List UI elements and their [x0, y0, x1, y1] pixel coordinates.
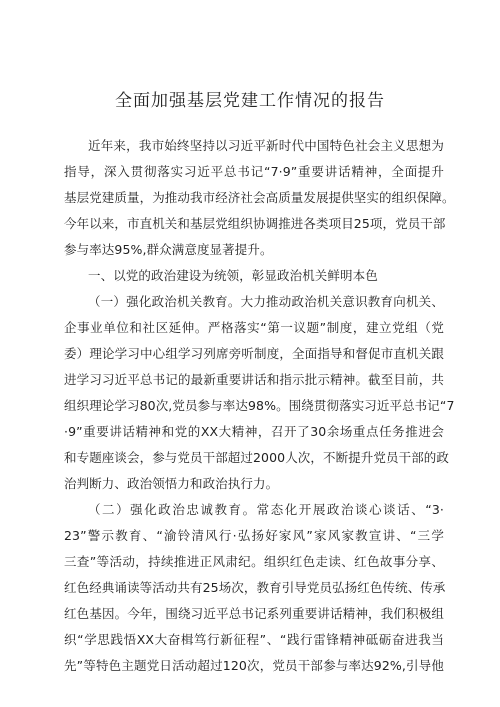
paragraph-line: 参与率达95%,群众满意度显著提升。	[64, 242, 273, 257]
paragraph-line: 企事业单位和社区延伸。严格落实“第一议题”制度，建立党组（党	[64, 320, 444, 335]
paragraph-line: 近年来，我市始终坚持以习近平新时代中国特色社会主义思想为	[88, 138, 444, 153]
paragraph-line: 三查”等活动，持续推进正风肃纪。组织红色走读、红色故事分享、	[64, 554, 444, 569]
document-title: 全面加强基层党建工作情况的报告	[115, 91, 385, 111]
paragraph-line: （一）强化政治机关教育。大力推动政治机关意识教育向机关、	[88, 294, 444, 309]
paragraph-line: 指导，深入贯彻落实习近平总书记“7·9”重要讲话精神，全面提升	[64, 164, 444, 179]
paragraph-line: 组织理论学习80次,党员参与率达98%。围绕贯彻落实习近平总书记“7	[64, 398, 455, 413]
paragraph-line: 今年以来，市直机关和基层党组织协调推进各类项目25项，党员干部	[64, 216, 446, 231]
paragraph-line: 红色经典诵读等活动共有25场次，教育引导党员弘扬红色传统、传承	[64, 580, 446, 595]
paragraph-line: 和专题座谈会，参与党员干部超过2000人次，不断提升党员干部的政	[64, 450, 450, 465]
section-heading: 一、以党的政治建设为统领，彰显政治机关鲜明本色	[88, 268, 378, 283]
paragraph-line: （二）强化政治忠诚教育。常态化开展政治谈心谈话、“3·	[88, 502, 444, 517]
paragraph-line: 织“学思践悟XX大奋楫笃行新征程”、“践行雷锋精神砥砺奋进我当	[64, 632, 444, 647]
paragraph-line: 先”等特色主题党日活动超过120次，党员干部参与率达92%,引导他	[64, 658, 444, 673]
paragraph-line: 红色基因。今年，围绕习近平总书记系列重要讲话精神，我们积极组	[64, 606, 444, 621]
paragraph-line: ·9”重要讲话精神和党的XX大精神，召开了30余场重点任务推进会	[64, 424, 444, 439]
paragraph-line: 委）理论学习中心组学习列席旁听制度，全面指导和督促市直机关跟	[64, 346, 444, 361]
paragraph-line: 基层党建质量，为推动我市经济社会高质量发展提供坚实的组织保障。	[64, 190, 455, 205]
paragraph-line: 进学习习近平总书记的最新重要讲话和指示批示精神。截至目前，共	[64, 372, 444, 387]
paragraph-line: 治判断力、政治领悟力和政治执行力。	[64, 476, 279, 491]
paragraph-line: 23”警示教育、“渝铃清风行·弘扬好家风”家风家教宣讲、“三学	[64, 528, 444, 543]
